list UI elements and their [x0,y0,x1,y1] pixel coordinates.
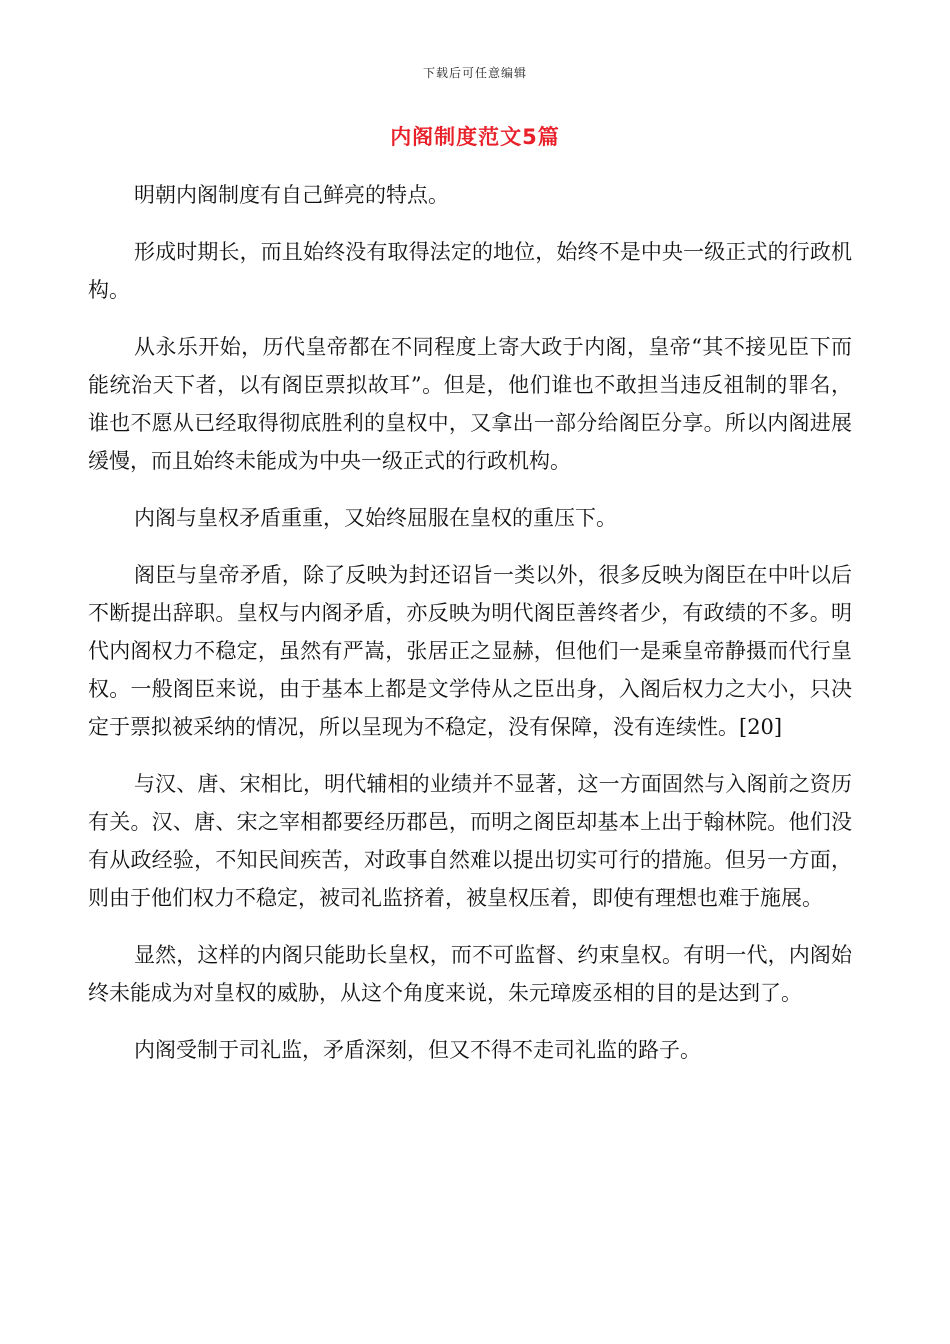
paragraph: 内阁受制于司礼监，矛盾深刻，但又不得不走司礼监的路子。 [134,1038,701,1062]
paragraph: 内阁与皇权矛盾重重，又始终屈服在皇权的重压下。 [134,506,617,530]
paragraph: 与汉、唐、宋相比，明代辅相的业绩并不显著，这一方面固然与入阁前之资历有关。汉、唐、宋之宰相都要经历郡邑，而明之阁臣却基本上出于翰林院。他们没有从政经验，不知民间疾苦，对政事自然难以提出切实可行的措施。但另一方面，则由于他们权力不稳定，被司礼监挤着，被皇权压着，即使有理想也难于施展。 [88,772,852,910]
paragraph: 阁臣与皇帝矛盾，除了反映为封还诏旨一类以外，很多反映为阁臣在中叶以后不断提出辞职。皇权与内阁矛盾，亦反映为明代阁臣善终者少，有政绩的不多。明代内阁权力不稳定，虽然有严嵩，张居正之显赫，但他们一是乘皇帝静摄而代行皇权。一般阁臣来说，由于基本上都是文学侍从之臣出身，入阁后权力之大小，只决定于票拟被采纳的情况，所以呈现为不稳定，没有保障，没有连续性。[20] [88,563,852,739]
document-body [88,176,852,1088]
paragraph: 显然，这样的内阁只能助长皇权，而不可监督、约束皇权。有明一代，内阁始终未能成为对皇权的威胁，从这个角度来说，朱元璋废丞相的目的是达到了。 [88,943,852,1005]
paragraph: 形成时期长，而且始终没有取得法定的地位，始终不是中央一级正式的行政机构。 [88,240,852,302]
document-title: 内阁制度范文5篇 [390,125,560,149]
paragraph: 从永乐开始，历代皇帝都在不同程度上寄大政于内阁，皇帝“其不接见臣下而能统治天下者，以有阁臣票拟故耳”。但是，他们谁也不敢担当违反祖制的罪名，谁也不愿从已经取得彻底胜利的皇权中，又拿出一部分给阁臣分享。所以内阁进展缓慢，而且始终未能成为中央一级正式的行政机构。 [88,335,852,473]
paragraph: 明朝内阁制度有自己鲜亮的特点。 [134,183,449,207]
header-note: 下载后可任意编辑 [422,66,527,80]
